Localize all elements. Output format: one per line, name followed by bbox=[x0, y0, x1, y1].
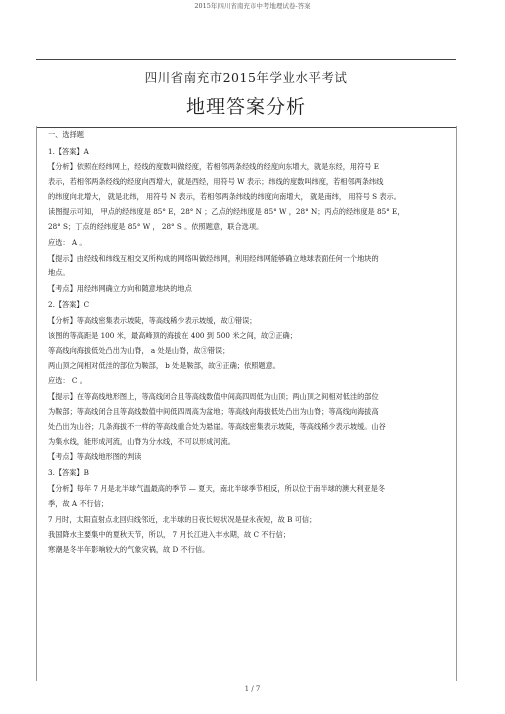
text-line: 我国降水主要集中的夏秋天节，所以， 7 月长江进入丰水期，故 C 不行信； bbox=[48, 530, 291, 539]
text-line: 【分析】等高线密集表示坡陡，等高线稀少表示坡缓，故①错误； bbox=[48, 316, 257, 325]
text-line: 该图的等高距是 100 米，最高峰顶的海拔在 400 到 500 米之间，故②正确； bbox=[48, 331, 297, 340]
text-line: 【考点】用经纬网确立方向和随意地块的地点 bbox=[48, 284, 192, 293]
text-line: 为集水线，能形成河流，山脊为分水线，不可以形成河流。 bbox=[48, 437, 235, 446]
text-line: 地点。 bbox=[48, 268, 70, 277]
text-line: 【分析】每年 7 月是北半球气温最高的季节 — 夏天，南北半球季节相反，所以位于南半球的澳大利亚是冬 bbox=[48, 484, 386, 493]
text-line: 季，故 A 不行信； bbox=[48, 499, 109, 508]
left-margin-rule bbox=[36, 126, 37, 681]
text-line: 应选： A 。 bbox=[48, 238, 87, 247]
title-block bbox=[36, 59, 456, 128]
text-line: 表示，若相邻两条经线的经度向西增大，就是西经，用符号 W 表示；纬线的度数叫纬度，若相邻两条纬线 bbox=[48, 177, 384, 186]
text-line: 的纬度向北增大， 就是北纬， 用符号 N 表示，若相邻两条纬线的纬度向南增大， 就是南纬， 用符号 S 表示。 bbox=[48, 192, 401, 201]
text-line: 【提示】由经线和纬线互相交叉所构成的网络叫做经纬网，利用经纬网能够确立地球表面任何一个地块的 bbox=[48, 254, 379, 263]
text-line: 一、选择题 bbox=[48, 130, 84, 139]
document-header: 2015年四川省南充市中考地理试卷-答案 bbox=[194, 2, 311, 10]
text-line: 【分析】依照在经纬网上，经线的度数叫做经度，若相邻两条经线的经度向东增大，就是东经，用符号 E bbox=[48, 162, 379, 171]
text-line: 寒潮是冬半年影响较大的气象灾祸，故 D 不行信。 bbox=[48, 545, 210, 554]
text-line: 处凸出为山谷；几条海拔不一样的等高线重合处为悬崖。等高线密集表示坡陡，等高线稀少表示坡缓。山谷 bbox=[48, 422, 386, 431]
text-line: 1.【答案】A bbox=[48, 147, 89, 156]
text-line: 3.【答案】B bbox=[48, 468, 89, 477]
text-line: 为鞍部；等高线闭合且等高线数值中间低四周高为盆地；等高线向海拔低处凸出为山脊；等高线向海拔高 bbox=[48, 407, 379, 416]
text-line: 两山顶之间相对低洼的部位为鞍部， b 处是鞍部，故④正确；依照题意。 bbox=[48, 361, 280, 370]
exam-title: 四川省南充市2015年学业水平考试 bbox=[144, 70, 348, 85]
page-number: 1 / 7 bbox=[244, 685, 261, 693]
text-line: 等高线向海拔低处凸出为山脊， a 处是山脊，故③错误； bbox=[48, 346, 230, 355]
right-margin-rule bbox=[456, 126, 457, 681]
text-line: 读图提示可知， 甲点的经纬度是 85° E，28° N ；乙点的经纬度是 85° W ，28° N；丙点的经纬度是 85° E， bbox=[48, 207, 405, 216]
text-line: 28° S；丁点的经纬度是 85° W ， 28° S 。依照题意，联合选项。 bbox=[48, 222, 264, 231]
text-line: 【考点】等高线地形图的判读 bbox=[48, 452, 142, 461]
text-line: 应选： C 。 bbox=[48, 376, 87, 385]
text-line: 7 月时，太阳直射点北回归线邻近，北半球的日夜长短状况是昼永夜短，故 B 可信； bbox=[48, 515, 317, 524]
page-title: 地理答案分析 bbox=[185, 96, 306, 118]
text-line: 【提示】在等高线地形图上，等高线闭合且等高线数值中间高四周低为山顶；两山顶之间相对低洼的部位 bbox=[48, 392, 379, 401]
text-line: 2.【答案】C bbox=[48, 300, 90, 309]
